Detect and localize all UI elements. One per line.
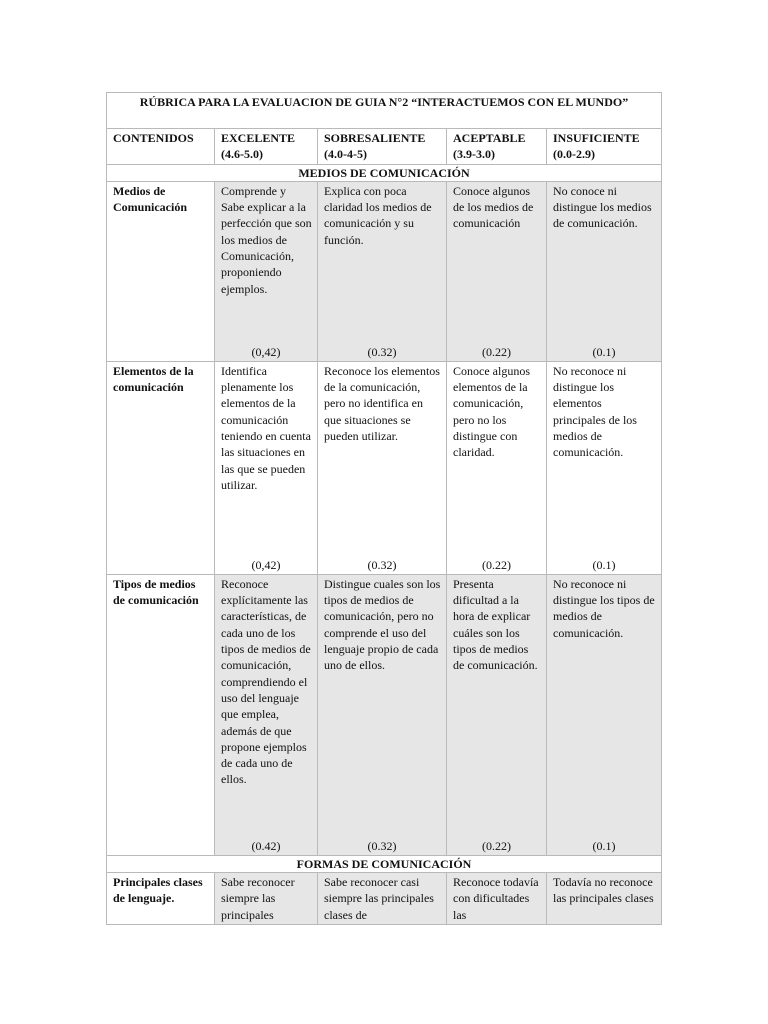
rubric-cell xyxy=(547,181,662,361)
table-row xyxy=(107,181,662,361)
header-row xyxy=(107,129,662,165)
level-name: SOBRESALIENTE xyxy=(324,131,426,145)
header-insuficiente xyxy=(547,129,662,165)
rubric-cell xyxy=(318,361,447,574)
rubric-cell xyxy=(215,181,318,361)
score-label: (0.1) xyxy=(592,344,616,359)
cell-text: Conoce algunos de los medios de comunicación xyxy=(453,183,534,231)
score-label: (0.1) xyxy=(592,557,616,572)
rubric-title: RÚBRICA PARA LA EVALUACION DE GUIA N°2 “INTERACTUEMOS CON EL MUNDO” xyxy=(107,93,662,129)
rubric-cell xyxy=(447,361,547,574)
rubric-cell xyxy=(215,873,318,925)
rubric-cell xyxy=(318,574,447,855)
cell-text: Explica con poca claridad los medios de comunicación y su función. xyxy=(324,183,432,247)
level-name: ACEPTABLE xyxy=(453,131,526,145)
level-range: (4.0-4-5) xyxy=(324,147,367,162)
cell-text: No conoce ni distingue los medios de comunicación. xyxy=(553,183,652,231)
rubric-cell xyxy=(447,181,547,361)
score-label: (0.32) xyxy=(367,557,397,572)
rubric-cell xyxy=(318,873,447,925)
section-row xyxy=(107,855,662,872)
cell-text: No reconoce ni distingue los elementos principales de los medios de comunicación. xyxy=(553,363,637,460)
cell-text: Reconoce explícitamente las características, de cada uno de los tipos de medios de comunicación, comprendiendo el uso del lenguaje que emplea, además de que propone ejemplos de cada uno de ellos. xyxy=(221,576,311,787)
section-title: FORMAS DE COMUNICACIÓN xyxy=(107,855,662,872)
score-label: (0,42) xyxy=(251,344,281,359)
rubric-cell xyxy=(447,873,547,925)
level-range: (4.6-5.0) xyxy=(221,147,263,162)
criterion-label: Medios de Comunicación xyxy=(107,181,215,361)
cell-text: Conoce algunos elementos de la comunicación, pero no los distingue con claridad. xyxy=(453,363,530,460)
cell-text: Comprende y Sabe explicar a la perfección que son los medios de Comunicación, proponiendo ejemplos. xyxy=(221,183,312,296)
cell-text: Sabe reconocer casi siempre las principales clases de xyxy=(324,875,434,922)
level-range: (0.0-2.9) xyxy=(553,147,595,162)
rubric-cell xyxy=(547,574,662,855)
level-name: INSUFICIENTE xyxy=(553,131,640,145)
level-name: EXCELENTE xyxy=(221,131,296,145)
table-row xyxy=(107,574,662,855)
title-row xyxy=(107,93,662,129)
rubric-cell xyxy=(318,181,447,361)
score-label: (0.22) xyxy=(482,557,511,572)
score-label: (0.32) xyxy=(367,838,397,853)
criterion-label: Tipos de medios de comunicación xyxy=(107,574,215,855)
cell-text: Todavía no reconoce las principales clases xyxy=(553,875,654,906)
section-row xyxy=(107,164,662,181)
header-aceptable xyxy=(447,129,547,165)
table-row xyxy=(107,361,662,574)
cell-text: Presenta dificultad a la hora de explicar cuáles son los tipos de medios de comunicación. xyxy=(453,576,538,673)
cell-text: No reconoce ni distingue los tipos de medios de comunicación. xyxy=(553,576,655,640)
criterion-label: Elementos de la comunicación xyxy=(107,361,215,574)
cell-text: Identifica plenamente los elementos de la comunicación teniendo en cuenta las situaciones en las que se pueden utilizar. xyxy=(221,363,311,492)
score-label: (0.42) xyxy=(251,838,281,853)
rubric-table xyxy=(106,92,662,925)
header-excelente xyxy=(215,129,318,165)
rubric-cell xyxy=(447,574,547,855)
table-row xyxy=(107,873,662,925)
score-label: (0.22) xyxy=(482,838,511,853)
rubric-cell xyxy=(547,361,662,574)
rubric-cell xyxy=(215,574,318,855)
cell-text: Reconoce los elementos de la comunicación, pero no identifica en que situaciones se pueden utilizar. xyxy=(324,363,440,444)
score-label: (0,42) xyxy=(251,557,281,572)
header-contenidos: CONTENIDOS xyxy=(107,129,215,165)
score-label: (0.32) xyxy=(367,344,397,359)
score-label: (0.22) xyxy=(482,344,511,359)
cell-text: Distingue cuales son los tipos de medios de comunicación, pero no comprende el uso del lenguaje propio de cada uno de ellos. xyxy=(324,576,441,673)
rubric-cell xyxy=(215,361,318,574)
section-title: MEDIOS DE COMUNICACIÓN xyxy=(107,164,662,181)
score-label: (0.1) xyxy=(592,838,616,853)
criterion-label: Principales clases de lenguaje. xyxy=(107,873,215,925)
rubric-cell xyxy=(547,873,662,925)
cell-text: Reconoce todavía con dificultades las xyxy=(453,875,539,922)
cell-text: Sabe reconocer siempre las principales xyxy=(221,875,295,922)
level-range: (3.9-3.0) xyxy=(453,147,495,162)
header-sobresaliente xyxy=(318,129,447,165)
